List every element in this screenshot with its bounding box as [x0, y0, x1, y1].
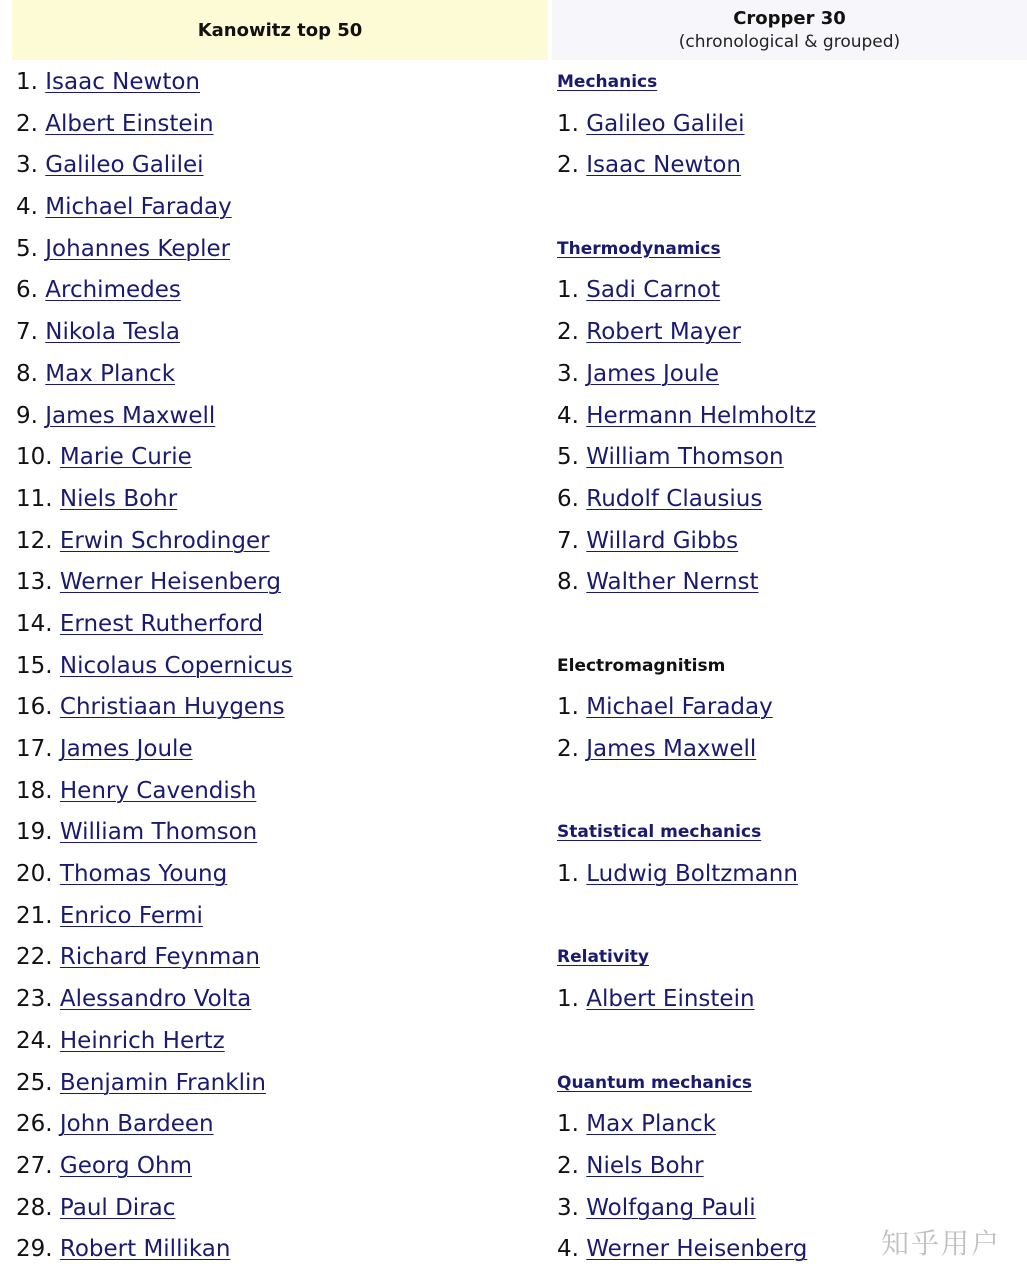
list-item — [16, 145, 293, 187]
list-item-number: 5. — [16, 235, 46, 262]
physicist-name-link[interactable]: Hermann Helmholtz — [586, 402, 817, 429]
list-item — [16, 729, 293, 771]
list-item-number: 16. — [16, 694, 60, 721]
list-item — [557, 1188, 816, 1230]
list-item — [16, 854, 293, 896]
group-spacer — [557, 771, 816, 813]
physicist-name-link[interactable]: William Thomson — [586, 444, 784, 471]
group-spacer — [557, 1021, 816, 1063]
list-item-number: 3. — [557, 1194, 587, 1221]
list-item-number: 2. — [557, 152, 587, 179]
kanowitz-header-title: Kanowitz top 50 — [197, 19, 363, 41]
list-item-number: 1. — [557, 277, 587, 304]
list-item-number: 14. — [16, 610, 60, 637]
physicist-name-link[interactable]: Werner Heisenberg — [586, 1236, 808, 1263]
list-item — [557, 1104, 816, 1146]
list-item — [16, 187, 293, 229]
physicist-name-link[interactable]: Archimedes — [45, 277, 181, 304]
list-item-number: 8. — [16, 360, 46, 387]
list-item-number: 10. — [16, 444, 60, 471]
physicist-name-link[interactable]: Marie Curie — [59, 444, 192, 471]
list-item — [557, 312, 816, 354]
list-item-number: 1. — [557, 986, 587, 1013]
list-item — [16, 312, 293, 354]
physicist-name-link[interactable]: Richard Feynman — [59, 944, 260, 971]
list-item — [16, 1188, 293, 1230]
list-item-number: 3. — [557, 360, 587, 387]
group-spacer — [557, 896, 816, 938]
list-item-number: 21. — [16, 902, 60, 929]
physicist-name-link[interactable]: Niels Bohr — [59, 485, 178, 512]
list-item — [16, 229, 293, 271]
list-item — [16, 437, 293, 479]
physicist-name-link[interactable]: James Joule — [59, 736, 193, 762]
group-heading: Electromagnitism — [557, 655, 726, 676]
physicist-name-link[interactable]: James Maxwell — [586, 736, 757, 762]
physicist-name-link[interactable]: Isaac Newton — [586, 152, 742, 179]
physicist-name-link[interactable]: Sadi Carnot — [586, 277, 721, 304]
physicist-name-link[interactable]: Max Planck — [45, 360, 176, 387]
list-item — [16, 1229, 293, 1271]
cropper-list — [557, 62, 816, 1271]
physicist-name-link[interactable]: Rudolf Clausius — [586, 485, 763, 512]
list-item — [557, 1146, 816, 1188]
list-item — [16, 562, 293, 604]
list-item-number: 5. — [557, 444, 587, 471]
list-item-number: 23. — [16, 986, 60, 1013]
list-item-number: 9. — [16, 402, 46, 429]
physicist-name-link[interactable]: Georg Ohm — [59, 1152, 192, 1179]
list-item-number: 15. — [16, 652, 60, 679]
physicist-name-link[interactable]: Ernest Rutherford — [59, 610, 264, 637]
list-item-number: 1. — [557, 110, 587, 137]
physicist-name-link[interactable]: Albert Einstein — [586, 986, 755, 1013]
list-item — [557, 479, 816, 521]
list-item — [16, 812, 293, 854]
physicist-name-link[interactable]: Paul Dirac — [59, 1194, 176, 1221]
physicist-name-link[interactable]: John Bardeen — [59, 1111, 214, 1138]
list-item-number: 3. — [16, 152, 46, 179]
physicist-name-link[interactable]: Werner Heisenberg — [59, 569, 281, 596]
list-item-number: 13. — [16, 569, 60, 596]
list-item-number: 2. — [557, 736, 587, 762]
list-item — [16, 1146, 293, 1188]
list-item — [16, 354, 293, 396]
group-heading[interactable]: Mechanics — [557, 72, 658, 92]
physicist-name-link[interactable]: James Maxwell — [45, 402, 216, 429]
list-item-number: 2. — [557, 1152, 587, 1179]
physicist-name-link[interactable]: Robert Millikan — [59, 1236, 231, 1263]
physicist-name-link[interactable]: Thomas Young — [59, 861, 228, 888]
list-item — [557, 270, 816, 312]
list-item — [557, 104, 816, 146]
group-heading[interactable]: Relativity — [557, 947, 649, 968]
list-item — [16, 1021, 293, 1063]
kanowitz-header — [12, 0, 548, 60]
list-item — [16, 771, 293, 813]
list-item — [557, 729, 816, 771]
group-heading[interactable]: Quantum mechanics — [557, 1072, 753, 1093]
list-item-number: 1. — [557, 1111, 587, 1138]
physicist-name-link[interactable]: Johannes Kepler — [45, 235, 231, 262]
list-item-number: 24. — [16, 1027, 60, 1054]
list-item-number: 26. — [16, 1111, 60, 1138]
kanowitz-list — [16, 62, 293, 1271]
list-item-number: 8. — [557, 569, 587, 596]
list-item — [16, 479, 293, 521]
list-item — [557, 521, 816, 563]
list-item-number: 29. — [16, 1236, 60, 1263]
list-item-number: 4. — [16, 194, 46, 221]
physicist-name-link[interactable]: Nikola Tesla — [45, 319, 180, 346]
physicist-name-link[interactable]: Henry Cavendish — [59, 777, 257, 804]
physicist-name-link[interactable]: Willard Gibbs — [586, 527, 739, 554]
list-item — [557, 396, 816, 438]
cropper-header-title: Cropper 30 — [733, 8, 846, 29]
list-item — [557, 687, 816, 729]
physicist-name-link[interactable]: Christiaan Huygens — [59, 694, 285, 721]
physicist-name-link[interactable]: Heinrich Hertz — [59, 1027, 225, 1054]
group-spacer — [557, 604, 816, 646]
list-item-number: 7. — [557, 527, 587, 554]
list-item-number: 18. — [16, 777, 60, 804]
list-item-number: 1. — [557, 861, 587, 888]
cropper-header-subtitle: (chronological & grouped) — [678, 32, 901, 52]
physicist-name-link[interactable]: Walther Nernst — [586, 569, 759, 596]
list-item — [16, 1063, 293, 1105]
list-item — [557, 562, 816, 604]
list-item — [16, 979, 293, 1021]
physicist-name-link[interactable]: Nicolaus Copernicus — [59, 652, 293, 679]
list-item-number: 19. — [16, 819, 60, 846]
physicist-name-link[interactable]: James Joule — [586, 360, 719, 387]
physicist-name-link[interactable]: Benjamin Franklin — [59, 1069, 266, 1096]
list-item — [16, 604, 293, 646]
list-item-number: 22. — [16, 944, 60, 971]
list-item-number: 12. — [16, 527, 60, 554]
physicist-name-link[interactable]: Enrico Fermi — [59, 902, 203, 929]
list-item — [16, 521, 293, 563]
physicist-name-link[interactable]: Galileo Galilei — [586, 110, 745, 137]
list-item-number: 4. — [557, 402, 587, 429]
physicist-name-link[interactable]: William Thomson — [59, 819, 258, 846]
list-item-number: 28. — [16, 1194, 60, 1221]
list-item — [557, 437, 816, 479]
list-item-number: 11. — [16, 485, 60, 512]
group-spacer — [557, 187, 816, 229]
list-item-number: 17. — [16, 736, 60, 762]
list-item-number: 6. — [16, 277, 46, 304]
group-heading[interactable]: Statistical mechanics — [557, 822, 762, 843]
physicist-name-link[interactable]: Isaac Newton — [45, 69, 201, 95]
physicist-name-link[interactable]: Erwin Schrodinger — [59, 527, 270, 554]
list-item-number: 2. — [557, 319, 587, 346]
physicist-name-link[interactable]: Michael Faraday — [586, 694, 773, 721]
list-item — [16, 104, 293, 146]
physicist-name-link[interactable]: Wolfgang Pauli — [586, 1194, 756, 1221]
list-item — [16, 646, 293, 688]
list-item — [16, 896, 293, 938]
physicist-name-link[interactable]: Galileo Galilei — [45, 152, 204, 179]
list-item-number: 4. — [557, 1236, 587, 1263]
list-item — [16, 1104, 293, 1146]
physicist-name-link[interactable]: Albert Einstein — [45, 110, 214, 137]
list-item-number: 6. — [557, 485, 587, 512]
list-item-number: 1. — [557, 694, 587, 721]
list-item — [16, 687, 293, 729]
list-item — [557, 145, 816, 187]
list-item-number: 7. — [16, 319, 46, 346]
list-item — [557, 354, 816, 396]
list-item — [557, 1229, 816, 1271]
cropper-header — [552, 0, 1027, 60]
watermark: 知乎用户 — [880, 1227, 1001, 1260]
list-item-number: 27. — [16, 1152, 60, 1179]
group-heading[interactable]: Thermodynamics — [557, 238, 721, 259]
physicist-name-link[interactable]: Robert Mayer — [586, 319, 741, 346]
list-item — [557, 979, 816, 1021]
list-item-number: 1. — [16, 69, 46, 95]
physicist-name-link[interactable]: Max Planck — [586, 1111, 717, 1138]
list-item-number: 2. — [16, 110, 46, 137]
list-item — [16, 270, 293, 312]
list-item — [16, 937, 293, 979]
list-item-number: 20. — [16, 861, 60, 888]
list-item — [557, 854, 816, 896]
physicist-name-link[interactable]: Michael Faraday — [45, 194, 232, 221]
physicist-name-link[interactable]: Niels Bohr — [586, 1152, 704, 1179]
physicist-name-link[interactable]: Alessandro Volta — [59, 986, 252, 1013]
list-item — [16, 62, 293, 104]
list-item-number: 25. — [16, 1069, 60, 1096]
list-item — [16, 396, 293, 438]
physicist-name-link[interactable]: Ludwig Boltzmann — [586, 861, 798, 888]
